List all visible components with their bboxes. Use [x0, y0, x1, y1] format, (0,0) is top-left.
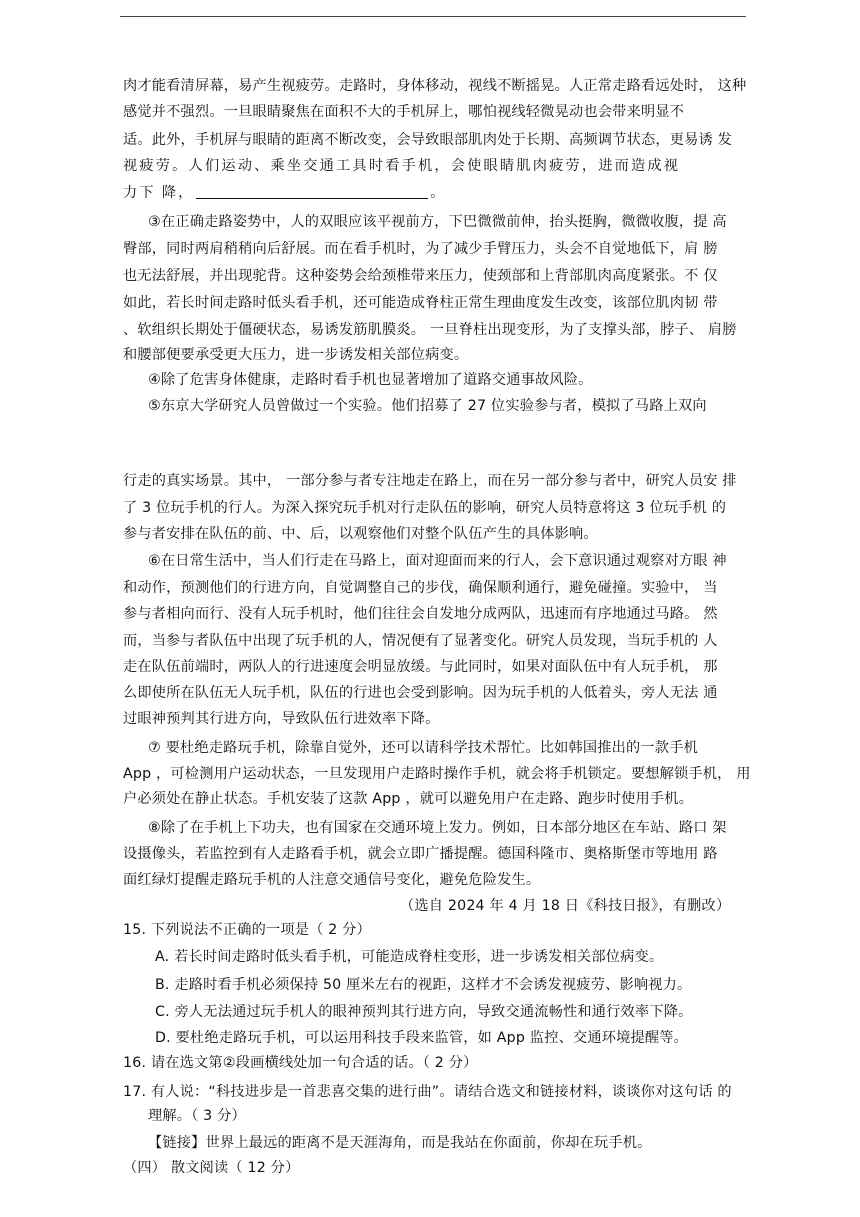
question-15: 15. 下列说法不正确的一项是（ 2 分） — [123, 922, 371, 938]
passage-line: 和腰部便要承受更大压力，进一步诱发相关部位病变。 — [123, 347, 469, 363]
passage-line: 走在队伍前端时，两队人的行进速度会明显放缓。与此同时，如果对面队伍中有人玩手机， 那 — [123, 659, 718, 675]
link-material: 【链接】世界上最远的距离不是天涯海角，而是我站在你面前，你却在玩手机。 — [148, 1135, 652, 1151]
passage-line: 过眼神预判其行进方向，导致队伍行进效率下降。 — [123, 711, 440, 727]
passage-line: 了 3 位玩手机的行人。为深入探究玩手机对行走队伍的影响，研究人员特意将这 3 位玩手机 的 — [123, 500, 727, 516]
passage-line: 而，当参与者队伍中出现了玩手机的人，情况便有了显著变化。研究人员发现，当玩手机的 人 — [123, 633, 718, 649]
passage-line: 如此，若长时间走路时低头看手机，还可能造成脊柱正常生理曲度发生改变，该部位肌肉韧 带 — [123, 295, 718, 311]
passage-line: 视疲劳。人们运动、乘坐交通工具时看手机，会使眼睛肌肉疲劳，进而造成视 — [123, 158, 681, 174]
option-d[interactable]: D. 要杜绝走路玩手机，可以运用科技手段来监管，如 App 监控、交通环境提醒等。 — [155, 1030, 689, 1046]
option-b[interactable]: B. 走路时看手机必须保持 50 厘米左右的视距，这样才不会诱发视疲劳、影响视力。 — [155, 977, 692, 993]
passage-line: 、软组织长期处于僵硬状态，易诱发筋肌膜炎。 一旦脊柱出现变形，为了支撑头部，脖子、 肩膀 — [123, 322, 737, 338]
question-16: 16. 请在选文第②段画横线处加一句合适的话。（ 2 分） — [123, 1055, 478, 1071]
question-17-cont: 理解。（ 3 分） — [148, 1108, 246, 1124]
passage-line: ⑦ 要杜绝走路玩手机，除靠自觉外，还可以请科学技术帮忙。比如韩国推出的一款手机 — [148, 740, 698, 756]
passage-line: 设摄像头，若监控到有人走路看手机，就会立即广播提醒。德国科隆市、奥格斯堡市等地用 路 — [123, 846, 718, 862]
passage-line: 肉才能看清屏幕，易产生视疲劳。走路时，身体移动，视线不断摇晃。人正常走路看远处时， 这种 — [123, 78, 747, 94]
passage-line: 户必须处在静止状态。手机安装了这款 App ，就可以避免用户在走路、跑步时使用手机。 — [123, 791, 694, 807]
answer-blank[interactable] — [196, 184, 428, 199]
section-heading: （四） 散文阅读（ 12 分） — [123, 1160, 300, 1176]
top-rule — [120, 16, 746, 17]
passage-line: 和动作，预测他们的行进方向，自觉调整自己的步伐，确保顺利通行，避免碰撞。实验中， 当 — [123, 580, 718, 596]
passage-line: 适。此外，手机屏与眼睛的距离不断改变，会导致眼部肌肉处于长期、高频调节状态，更易诱 发 — [123, 132, 732, 148]
passage-line: 行走的真实场景。其中， 一部分参与者专注地走在路上，而在另一部分参与者中，研究人员安 排 — [123, 473, 737, 489]
passage-line: ④除了危害身体健康，走路时看手机也显著增加了道路交通事故风险。 — [148, 372, 593, 388]
passage-line: ③在正确走路姿势中，人的双眼应该平视前方，下巴微微前伸，抬头挺胸，微微收腹，提 高 — [148, 214, 727, 230]
option-c[interactable]: C. 旁人无法通过玩手机人的眼神预判其行进方向，导致交通流畅性和通行效率下降。 — [155, 1004, 693, 1020]
passage-line: ⑥在日常生活中，当人们行走在马路上，面对迎面而来的行人，会下意识通过观察对方眼 神 — [148, 553, 727, 569]
passage-line: 参与者相向而行、没有人玩手机时，他们往往会自发地分成两队，迅速而有序地通过马路。 然 — [123, 606, 718, 622]
question-17: 17. 有人说：“科技进步是一首悲喜交集的进行曲”。请结合选文和链接材料，谈谈你对这句话 的 — [123, 1084, 732, 1100]
passage-line: 也无法舒展，并出现驼背。这种姿势会给颈椎带来压力，使颈部和上背部肌肉高度紧张。不 仅 — [123, 268, 718, 284]
passage-line: ⑧除了在手机上下功夫，也有国家在交通环境上发力。例如，日本部分地区在车站、路口 架 — [148, 820, 727, 836]
passage-line: 参与者安排在队伍的前、中、后，以观察他们对整个队伍产生的具体影响。 — [123, 526, 598, 542]
passage-line: 面红绿灯提醒走路玩手机的人注意交通信号变化，避免危险发生。 — [123, 872, 541, 888]
passage-line: App ，可检测用户运动状态，一旦发现用户走路时操作手机，就会将手机锁定。要想解锁手机， 用 — [123, 766, 751, 782]
source-citation: （选自 2024 年 4 月 18 日《科技日报》，有删改） — [400, 898, 731, 914]
option-a[interactable]: A. 若长时间走路时低头看手机，可能造成脊柱变形，进一步诱发相关部位病变。 — [155, 949, 664, 965]
passage-line: 臀部，同时两肩稍稍向后舒展。而在看手机时，为了减少手臂压力，头会不自觉地低下，肩 膀 — [123, 241, 718, 257]
passage-line: ⑤东京大学研究人员曾做过一个实验。他们招募了 27 位实验参与者，模拟了马路上双向 — [148, 398, 707, 414]
passage-line: 力下 降， 。 — [123, 185, 447, 201]
passage-line: 感觉并不强烈。一旦眼睛聚焦在面积不大的手机屏上，哪怕视线轻微晃动也会带来明显不 — [123, 104, 685, 120]
passage-line: 么即使所在队伍无人玩手机，队伍的行进也会受到影响。因为玩手机的人低着头，旁人无法 通 — [123, 685, 718, 701]
